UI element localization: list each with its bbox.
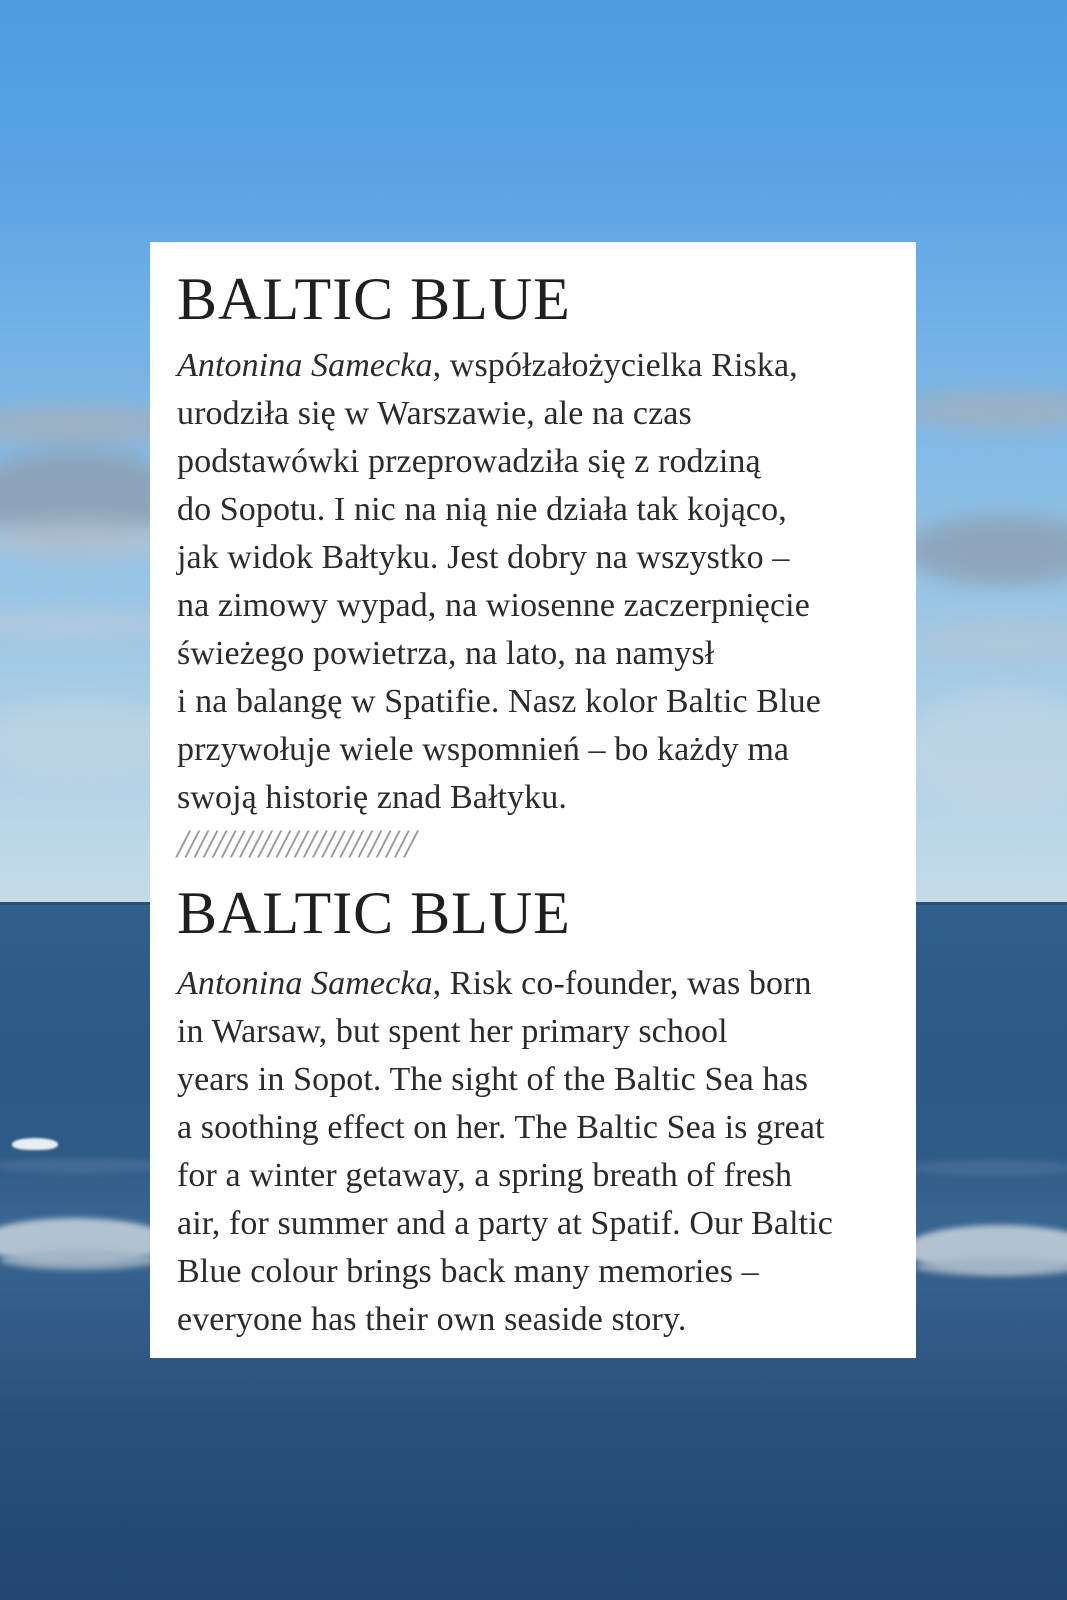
paragraph-line: swoją historię znad Bałtyku. bbox=[177, 779, 567, 816]
paragraph-line: Blue colour brings back many memories – bbox=[177, 1253, 759, 1290]
paragraph-line: podstawówki przeprowadziła się z rodziną bbox=[177, 443, 761, 480]
paragraph-line: everyone has their own seaside story. bbox=[177, 1301, 687, 1338]
paragraph-line: przywołuje wiele wspomnień – bo każdy ma bbox=[177, 731, 790, 768]
text-card bbox=[150, 242, 916, 1358]
wave-foam bbox=[0, 1250, 160, 1270]
paragraph-line: for a winter getaway, a spring breath of fresh bbox=[177, 1157, 793, 1194]
paragraph-line: air, for summer and a party at Spatif. Our Baltic bbox=[177, 1205, 833, 1242]
paragraph-line bbox=[177, 960, 890, 1008]
slash-divider: ////////////////////////// bbox=[177, 821, 414, 866]
paragraph-line: świeżego powietrza, na lato, na namysł bbox=[177, 635, 715, 672]
paragraph-line bbox=[177, 342, 890, 390]
paragraph-line: do Sopotu. I nic na nią nie działa tak kojąco, bbox=[177, 491, 787, 528]
line-text: , współzałożycielka Riska, bbox=[432, 347, 798, 384]
english-paragraph bbox=[177, 960, 890, 1344]
seagull bbox=[12, 1138, 58, 1150]
paragraph-line: years in Sopot. The sight of the Baltic Sea has bbox=[177, 1061, 809, 1098]
paragraph-line: na zimowy wypad, na wiosenne zaczerpnięcie bbox=[177, 587, 810, 624]
author-name: Antonina Samecka bbox=[177, 347, 433, 384]
author-name: Antonina Samecka bbox=[177, 965, 433, 1002]
paragraph-line: i na balangę w Spatifie. Nasz kolor Baltic Blue bbox=[177, 683, 821, 720]
paragraph-line: a soothing effect on her. The Baltic Sea is great bbox=[177, 1109, 825, 1146]
paragraph-line: in Warsaw, but spent her primary school bbox=[177, 1013, 728, 1050]
english-title: BALTIC BLUE bbox=[177, 880, 571, 946]
polish-title: BALTIC BLUE bbox=[177, 266, 571, 332]
line-text: , Risk co-founder, was born bbox=[432, 965, 812, 1002]
polish-paragraph bbox=[177, 342, 890, 822]
paragraph-line: jak widok Bałtyku. Jest dobry na wszystko – bbox=[177, 539, 790, 576]
paragraph-line: urodziła się w Warszawie, ale na czas bbox=[177, 395, 692, 432]
